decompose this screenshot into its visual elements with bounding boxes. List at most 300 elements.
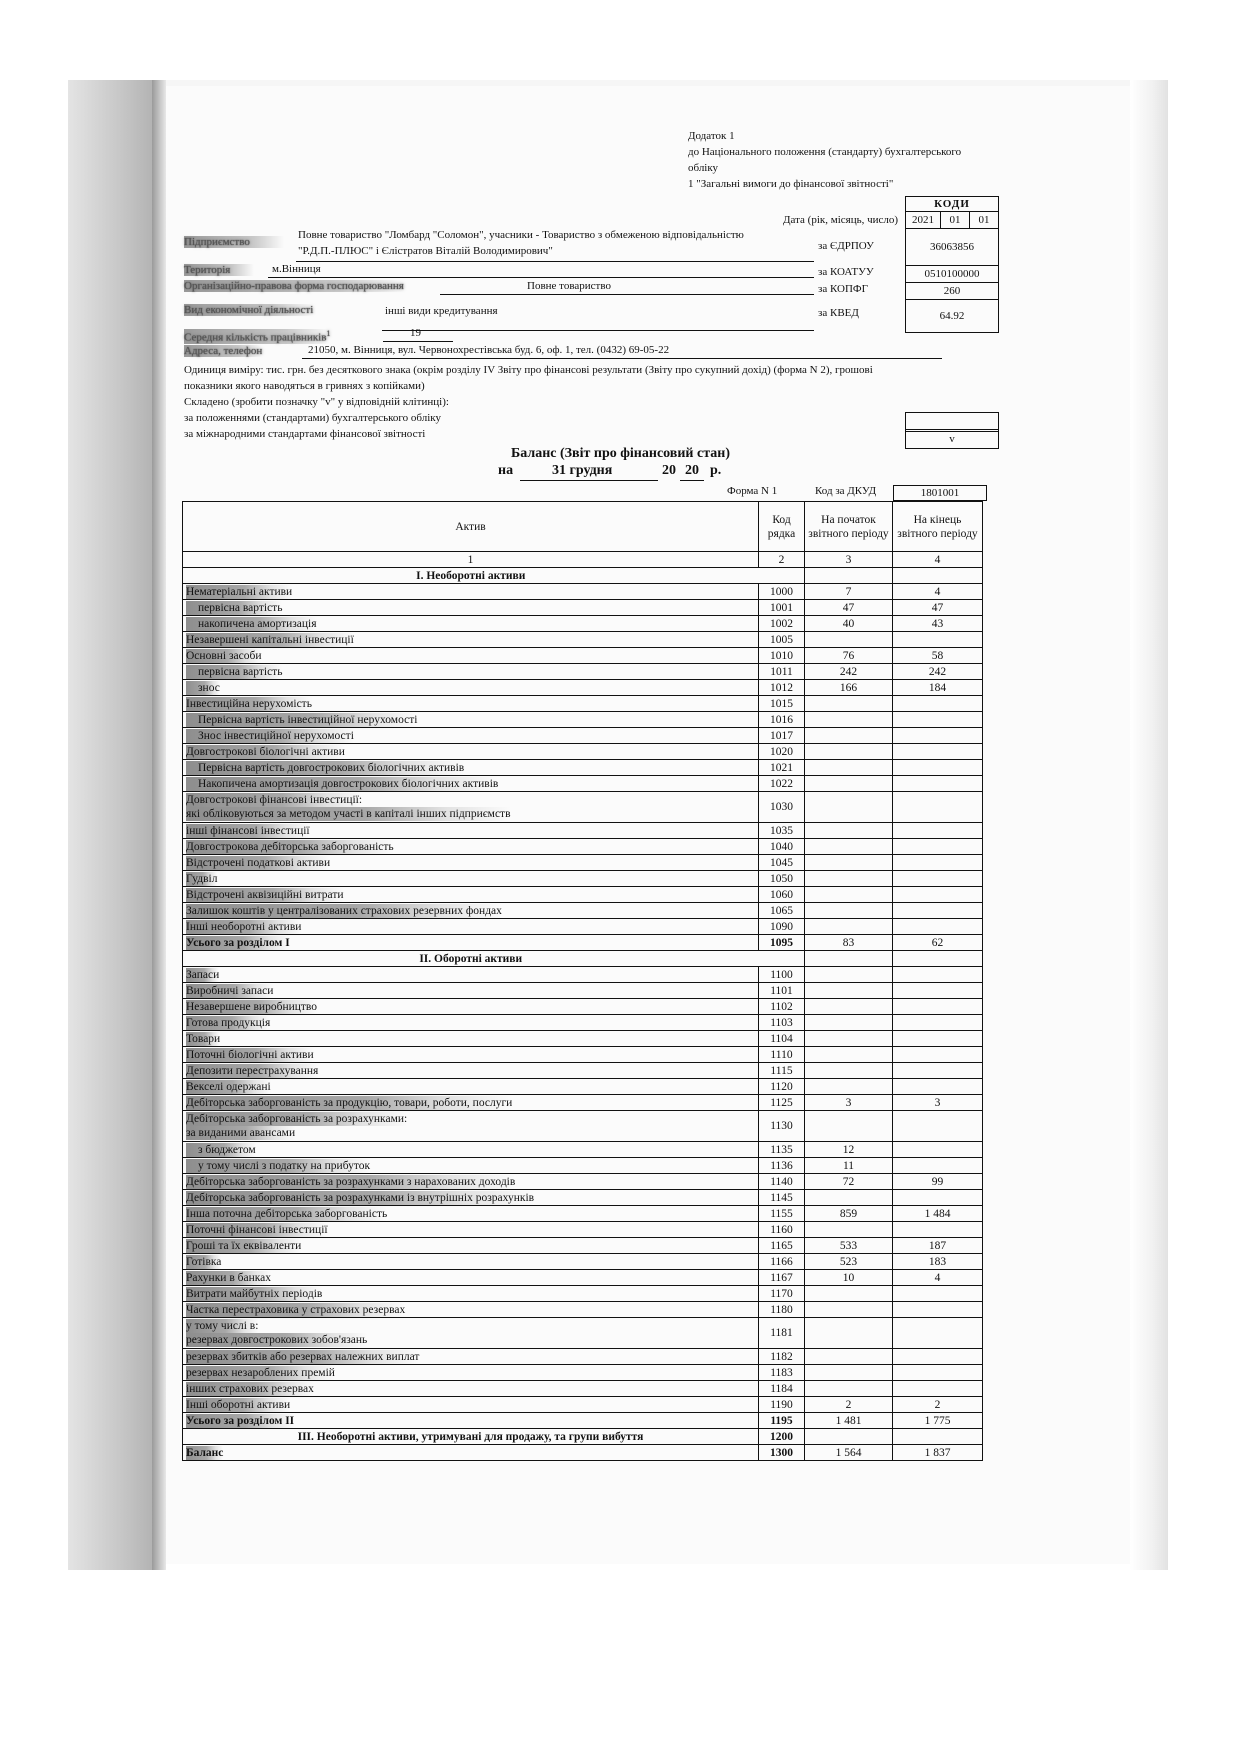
row-code: 1125 xyxy=(759,1095,805,1111)
row-label xyxy=(183,696,759,712)
row-value-end xyxy=(893,632,983,648)
table-row xyxy=(183,600,983,616)
row-value-start xyxy=(805,1015,893,1031)
row-value-start: 533 xyxy=(805,1238,893,1254)
table-row xyxy=(183,616,983,632)
row-label xyxy=(183,1318,759,1349)
row-value-start xyxy=(805,1365,893,1381)
row-label-text: Векселі одержані xyxy=(186,1080,271,1093)
row-value-end xyxy=(893,919,983,935)
row-label xyxy=(183,600,759,616)
row-code: 1002 xyxy=(759,616,805,632)
row-label-text: резервах незароблених премій xyxy=(186,1366,335,1379)
row-code: 1016 xyxy=(759,712,805,728)
appendix-header xyxy=(688,128,961,192)
table-row xyxy=(183,792,983,823)
row-label xyxy=(183,1158,759,1174)
territory-value: м.Вінниця xyxy=(272,263,321,275)
row-label xyxy=(183,1429,759,1445)
row-label-text: Усього за розділом II xyxy=(186,1414,295,1427)
row-code: 1300 xyxy=(759,1445,805,1461)
empty-cell xyxy=(805,568,893,584)
row-value-end xyxy=(893,728,983,744)
koatuu-code: 0510100000 xyxy=(906,266,999,283)
row-code: 1090 xyxy=(759,919,805,935)
balance-rows xyxy=(183,568,983,1461)
row-label xyxy=(183,1286,759,1302)
row-value-start: 47 xyxy=(805,600,893,616)
form-number: Форма N 1 xyxy=(727,485,778,497)
row-value-end xyxy=(893,855,983,871)
table-row xyxy=(183,760,983,776)
table-row xyxy=(183,1063,983,1079)
row-value-start: 40 xyxy=(805,616,893,632)
row-label xyxy=(183,903,759,919)
row-label-text: Первісна вартість довгострокових біологічних активів xyxy=(186,761,464,775)
row-code: 1182 xyxy=(759,1349,805,1365)
row-label-text: Товари xyxy=(186,1032,221,1045)
row-value-end xyxy=(893,887,983,903)
row-value-end xyxy=(893,776,983,792)
table-row xyxy=(183,712,983,728)
row-value-start: 83 xyxy=(805,935,893,951)
row-value-end xyxy=(893,712,983,728)
legal-form-underline xyxy=(440,294,814,295)
row-value-start xyxy=(805,999,893,1015)
table-row xyxy=(183,1158,983,1174)
row-value-start xyxy=(805,760,893,776)
page-title: Баланс (Звіт про фінансовий стан) xyxy=(510,446,730,461)
row-label-text: III. Необоротні активи, утримувані для продажу, та групи вибуття xyxy=(297,1430,644,1443)
row-value-start xyxy=(805,1047,893,1063)
kopfg-label: за КОПФГ xyxy=(818,283,868,295)
row-value-start: 76 xyxy=(805,648,893,664)
row-value-end: 62 xyxy=(893,935,983,951)
row-label-text: Інвестиційна нерухомість xyxy=(186,697,312,710)
row-label-text: Усього за розділом I xyxy=(186,936,290,949)
row-code: 1165 xyxy=(759,1238,805,1254)
row-label xyxy=(183,1445,759,1461)
row-value-start xyxy=(805,1318,893,1349)
table-row xyxy=(183,1174,983,1190)
row-code: 1060 xyxy=(759,887,805,903)
row-label-text: з бюджетом xyxy=(186,1143,256,1157)
unit-text-2: показники якого наводяться в гривнях з копійками) xyxy=(184,380,425,392)
row-value-start: 523 xyxy=(805,1254,893,1270)
national-text: за положеннями (стандартами) бухгалтерського обліку xyxy=(184,412,441,424)
date-label: Дата (рік, місяць, число) xyxy=(783,214,899,226)
table-row xyxy=(183,1047,983,1063)
row-label xyxy=(183,712,759,728)
row-label-text: Незавершені капітальні інвестиції xyxy=(186,633,354,646)
activity-value: інші види кредитування xyxy=(385,305,498,317)
row-value-end xyxy=(893,1031,983,1047)
row-label-text: Витрати майбутніх періодів xyxy=(186,1287,323,1300)
row-code: 1145 xyxy=(759,1190,805,1206)
legal-form-label: Організаційно-правова форма господарювання xyxy=(184,280,404,292)
row-value-end xyxy=(893,1063,983,1079)
table-row xyxy=(183,1381,983,1397)
row-label-text: у тому числі в: xyxy=(186,1320,259,1332)
row-label-text: Довгострокові біологічні активи xyxy=(186,745,345,758)
row-value-start: 1 564 xyxy=(805,1445,893,1461)
row-label-text: Нематеріальні активи xyxy=(186,585,293,598)
table-row xyxy=(183,887,983,903)
year-end: р. xyxy=(710,463,722,478)
row-value-end xyxy=(893,967,983,983)
row-label-text: первісна вартість xyxy=(186,601,282,615)
table-row xyxy=(183,967,983,983)
row-label xyxy=(183,1254,759,1270)
row-value-start xyxy=(805,632,893,648)
row-value-start xyxy=(805,1063,893,1079)
row-code: 1110 xyxy=(759,1047,805,1063)
row-label-text-2: резервах довгострокових зобов'язань xyxy=(186,1334,368,1346)
year-prefix: 20 xyxy=(662,463,676,478)
row-label-text: Первісна вартість інвестиційної нерухомості xyxy=(186,713,417,727)
enterprise-name-line1: Повне товариство "Ломбард "Соломон", учасники - Товариство з обмеженою відповідальністю xyxy=(298,229,744,241)
row-label xyxy=(183,1015,759,1031)
codes-table xyxy=(905,196,999,333)
row-code: 1100 xyxy=(759,967,805,983)
row-value-start: 72 xyxy=(805,1174,893,1190)
row-label xyxy=(183,967,759,983)
table-row xyxy=(183,903,983,919)
row-label-text: накопичена амортизація xyxy=(186,617,317,631)
row-label xyxy=(183,1063,759,1079)
row-value-end xyxy=(893,999,983,1015)
scan-right-margin xyxy=(1130,80,1168,1570)
row-value-start xyxy=(805,1429,893,1445)
employees-footnote: 1 xyxy=(326,329,331,338)
by-national-label xyxy=(184,412,441,424)
row-code: 1120 xyxy=(759,1079,805,1095)
territory-label: Територія xyxy=(184,264,254,276)
scan-binding-shadow xyxy=(152,80,166,1570)
row-label-text: у тому числі з податку на прибуток xyxy=(186,1159,370,1173)
row-value-start xyxy=(805,1349,893,1365)
row-code: 1045 xyxy=(759,855,805,871)
row-code: 1015 xyxy=(759,696,805,712)
row-label-text: Виробничі запаси xyxy=(186,984,274,997)
row-value-start xyxy=(805,871,893,887)
row-value-end xyxy=(893,823,983,839)
table-row xyxy=(183,823,983,839)
row-value-end xyxy=(893,871,983,887)
row-value-start xyxy=(805,776,893,792)
table-row xyxy=(183,584,983,600)
row-label xyxy=(183,1397,759,1413)
year-suffix: 20 xyxy=(685,463,699,478)
row-code: 1166 xyxy=(759,1254,805,1270)
column-header-start: На початок звітного періоду xyxy=(805,502,893,552)
row-code: 1050 xyxy=(759,871,805,887)
row-code: 1022 xyxy=(759,776,805,792)
table-row xyxy=(183,983,983,999)
table-row xyxy=(183,1302,983,1318)
international-standards-checkbox[interactable]: v xyxy=(905,429,999,449)
kved-code: 64.92 xyxy=(906,300,999,333)
report-date: 31 грудня xyxy=(552,463,613,478)
row-label xyxy=(183,999,759,1015)
address-label: Адреса, телефон xyxy=(184,345,263,357)
table-row xyxy=(183,1079,983,1095)
row-label-text: Запаси xyxy=(186,968,220,981)
row-code: 1000 xyxy=(759,584,805,600)
row-label xyxy=(183,648,759,664)
row-label xyxy=(183,584,759,600)
row-label xyxy=(183,919,759,935)
edrpou-code: 36063856 xyxy=(906,229,999,266)
row-label xyxy=(183,792,759,823)
row-value-end: 1 775 xyxy=(893,1413,983,1429)
empty-cell xyxy=(805,951,893,967)
appendix-line: обліку xyxy=(688,162,719,174)
table-row xyxy=(183,1349,983,1365)
table-row xyxy=(183,1206,983,1222)
table-row xyxy=(183,680,983,696)
row-value-end xyxy=(893,696,983,712)
row-value-end: 242 xyxy=(893,664,983,680)
section-title: II. Оборотні активи xyxy=(183,951,759,967)
scan-left-margin xyxy=(68,80,158,1570)
row-code: 1030 xyxy=(759,792,805,823)
row-value-end xyxy=(893,1318,983,1349)
row-value-end xyxy=(893,1365,983,1381)
row-code: 1065 xyxy=(759,903,805,919)
empty-cell xyxy=(893,568,983,584)
row-label-text: Депозити перестрахування xyxy=(186,1064,319,1077)
enterprise-name-line2: "Р.Д.П.-ПЛЮС" і Єлістратов Віталій Володимирович" xyxy=(298,245,553,257)
row-value-end xyxy=(893,839,983,855)
row-label xyxy=(183,1365,759,1381)
row-label xyxy=(183,839,759,855)
row-value-start xyxy=(805,839,893,855)
section-row xyxy=(183,568,983,584)
row-value-end xyxy=(893,744,983,760)
row-code: 1184 xyxy=(759,1381,805,1397)
row-value-start: 11 xyxy=(805,1158,893,1174)
column-number: 3 xyxy=(805,552,893,568)
row-label xyxy=(183,632,759,648)
row-code: 1005 xyxy=(759,632,805,648)
row-code: 1102 xyxy=(759,999,805,1015)
row-value-end xyxy=(893,1349,983,1365)
row-code: 1011 xyxy=(759,664,805,680)
row-value-end: 3 xyxy=(893,1095,983,1111)
row-code: 1020 xyxy=(759,744,805,760)
row-label-text: Незавершене виробництво xyxy=(186,1000,318,1013)
section-row xyxy=(183,951,983,967)
employees-label xyxy=(184,329,330,344)
table-row xyxy=(183,999,983,1015)
table-row xyxy=(183,839,983,855)
row-value-start xyxy=(805,1302,893,1318)
row-label-text: Інші необоротні активи xyxy=(186,920,302,933)
by-international-label xyxy=(184,428,425,440)
year-underline xyxy=(680,480,704,481)
row-code: 1040 xyxy=(759,839,805,855)
table-row xyxy=(183,1397,983,1413)
row-value-start: 859 xyxy=(805,1206,893,1222)
row-label xyxy=(183,728,759,744)
table-row xyxy=(183,855,983,871)
table-row xyxy=(183,1095,983,1111)
empty-cell xyxy=(893,951,983,967)
row-code: 1167 xyxy=(759,1270,805,1286)
appendix-line: 1 "Загальні вимоги до фінансової звітності" xyxy=(688,178,894,190)
table-row xyxy=(183,1142,983,1158)
table-row xyxy=(183,919,983,935)
row-code: 1021 xyxy=(759,760,805,776)
employees-underline xyxy=(383,341,453,342)
empty-cell xyxy=(759,568,805,584)
row-value-end: 58 xyxy=(893,648,983,664)
table-row xyxy=(183,871,983,887)
row-label xyxy=(183,1238,759,1254)
row-label-text: Залишок коштів у централізованих страхових резервних фондах xyxy=(186,904,502,917)
row-label-text: Інші оборотні активи xyxy=(186,1398,291,1411)
compiled-text: Складено (зробити позначку "v" у відповідній клітинці): xyxy=(184,396,449,408)
row-value-end: 2 xyxy=(893,1397,983,1413)
row-value-end xyxy=(893,983,983,999)
row-value-start: 1 481 xyxy=(805,1413,893,1429)
row-code: 1170 xyxy=(759,1286,805,1302)
table-row xyxy=(183,1286,983,1302)
row-label-text: Частка перестраховика у страхових резервах xyxy=(186,1303,406,1316)
row-code: 1103 xyxy=(759,1015,805,1031)
row-label-text: Довгострокова дебіторська заборгованість xyxy=(186,840,394,853)
row-label xyxy=(183,1302,759,1318)
activity-underline xyxy=(382,330,814,331)
row-code: 1115 xyxy=(759,1063,805,1079)
codes-header: КОДИ xyxy=(906,197,999,212)
row-code: 1017 xyxy=(759,728,805,744)
kopfg-code: 260 xyxy=(906,283,999,300)
row-value-end: 99 xyxy=(893,1174,983,1190)
row-label-text-2: які обліковуються за методом участі в капіталі інших підприємств xyxy=(186,808,511,820)
row-label-text: Накопичена амортизація довгострокових біологічних активів xyxy=(186,777,498,791)
table-row xyxy=(183,696,983,712)
row-code: 1155 xyxy=(759,1206,805,1222)
row-label-text: Знос інвестиційної нерухомості xyxy=(186,729,354,743)
row-value-start: 166 xyxy=(805,680,893,696)
table-row xyxy=(183,1429,983,1445)
date-day: 01 xyxy=(970,212,999,229)
row-value-end xyxy=(893,792,983,823)
row-label xyxy=(183,935,759,951)
row-label-text: знос xyxy=(186,681,220,695)
table-row xyxy=(183,1222,983,1238)
row-label-text: інші фінансові інвестиції xyxy=(186,824,310,837)
row-label xyxy=(183,1142,759,1158)
table-row xyxy=(183,1031,983,1047)
row-code: 1160 xyxy=(759,1222,805,1238)
table-row xyxy=(183,1445,983,1461)
row-label xyxy=(183,1222,759,1238)
row-value-start xyxy=(805,1190,893,1206)
enterprise-label: Підприємство xyxy=(184,236,284,248)
row-value-start xyxy=(805,1079,893,1095)
row-code: 1135 xyxy=(759,1142,805,1158)
table-row xyxy=(183,1365,983,1381)
row-label-text: Довгострокові фінансові інвестиції: xyxy=(186,794,363,806)
row-label-text: Дебіторська заборгованість за розрахунками з нарахованих доходів xyxy=(186,1175,516,1188)
row-label-text: Рахунки в банках xyxy=(186,1271,272,1284)
row-value-end: 1 484 xyxy=(893,1206,983,1222)
row-label xyxy=(183,776,759,792)
column-number: 4 xyxy=(893,552,983,568)
table-row xyxy=(183,632,983,648)
unit-line1 xyxy=(184,364,873,376)
row-label xyxy=(183,1079,759,1095)
row-value-end xyxy=(893,903,983,919)
row-code: 1035 xyxy=(759,823,805,839)
table-row xyxy=(183,728,983,744)
address-value: 21050, м. Вінниця, вул. Червонохрестівська буд. 6, оф. 1, тел. (0432) 69-05-22 xyxy=(308,344,670,356)
date-month: 01 xyxy=(941,212,970,229)
row-value-end: 47 xyxy=(893,600,983,616)
employees-label-text: Середня кількість працівників xyxy=(184,331,327,344)
row-value-start xyxy=(805,1031,893,1047)
row-value-start: 3 xyxy=(805,1095,893,1111)
row-label-text: Баланс xyxy=(186,1446,224,1459)
row-label-text: Відстрочені аквізиційні витрати xyxy=(186,888,344,901)
international-text: за міжнародними стандартами фінансової звітності xyxy=(184,428,426,440)
row-label-text: Поточні фінансові інвестиції xyxy=(186,1223,328,1236)
row-code: 1130 xyxy=(759,1111,805,1142)
row-value-end xyxy=(893,1222,983,1238)
row-label xyxy=(183,616,759,632)
row-value-end: 4 xyxy=(893,1270,983,1286)
koatuu-label: за КОАТУУ xyxy=(818,266,874,278)
row-label xyxy=(183,680,759,696)
row-value-start xyxy=(805,887,893,903)
row-value-start xyxy=(805,696,893,712)
table-row xyxy=(183,1254,983,1270)
row-code: 1101 xyxy=(759,983,805,999)
section-title: I. Необоротні активи xyxy=(183,568,759,584)
row-label xyxy=(183,1111,759,1142)
row-value-start: 2 xyxy=(805,1397,893,1413)
row-label xyxy=(183,1349,759,1365)
row-value-start xyxy=(805,823,893,839)
row-label xyxy=(183,871,759,887)
row-value-start xyxy=(805,903,893,919)
row-value-start xyxy=(805,1111,893,1142)
table-row xyxy=(183,1111,983,1142)
row-label-text: Дебіторська заборгованість за розрахунками із внутрішніх розрахунків xyxy=(186,1191,535,1204)
row-label xyxy=(183,1174,759,1190)
row-value-start xyxy=(805,919,893,935)
row-value-start xyxy=(805,855,893,871)
table-row xyxy=(183,1318,983,1349)
row-label xyxy=(183,744,759,760)
appendix-line: Додаток 1 xyxy=(688,130,735,142)
row-label xyxy=(183,760,759,776)
row-code: 1012 xyxy=(759,680,805,696)
table-row xyxy=(183,1190,983,1206)
row-value-end xyxy=(893,1079,983,1095)
row-label xyxy=(183,855,759,871)
edrpou-label: за ЄДРПОУ xyxy=(818,240,874,252)
row-value-end: 187 xyxy=(893,1238,983,1254)
on-label: на xyxy=(498,463,514,478)
unit-line2 xyxy=(184,380,425,392)
row-label-text: Основні засоби xyxy=(186,649,262,662)
employees-value: 19 xyxy=(410,327,421,339)
row-label xyxy=(183,1206,759,1222)
